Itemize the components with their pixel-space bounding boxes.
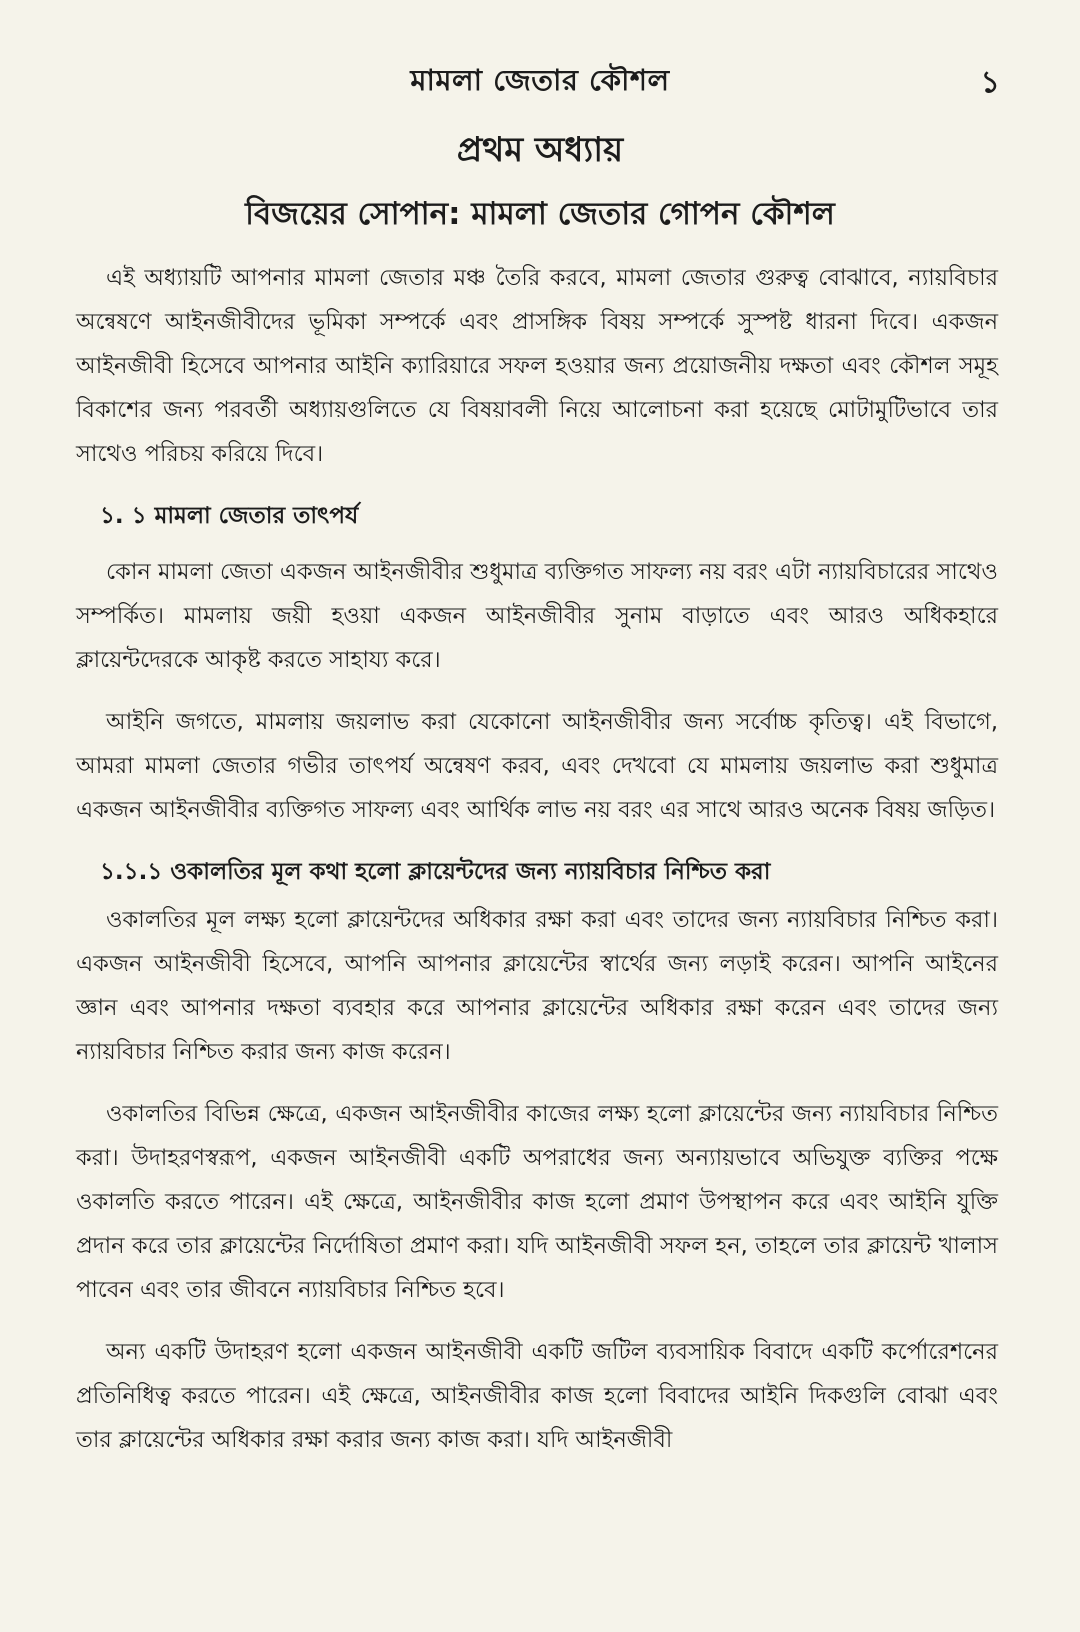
section-heading-1-1: ১. ১ মামলা জেতার তাৎপর্য [100, 503, 359, 529]
paragraph: আইনি জগতে, মামলায় জয়লাভ করা যেকোনো আইনজীবীর জন্য সর্বোচ্চ কৃতিত্ব। এই বিভাগে, আমরা মামলা জেতার গভীর তাৎপর্য অন্বেষণ করব, এবং দেখবো যে মামলায় জয়লাভ করা শুধুমাত্র একজন আইনজীবীর ব্যক্তিগত সাফল্য এবং আর্থিক লাভ নয় বরং এর সাথে আরও অনেক বিষয় জড়িত। [76, 709, 998, 823]
paragraph: কোন মামলা জেতা একজন আইনজীবীর শুধুমাত্র ব্যক্তিগত সাফল্য নয় বরং এটা ন্যায়বিচারের সাথেও সম্পর্কিত। মামলায় জয়ী হওয়া একজন আইনজীবীর সুনাম বাড়াতে এবং আরও অধিকহারে ক্লায়েন্টদেরকে আকৃষ্ট করতে সাহায্য করে। [76, 559, 998, 673]
chapter-subtitle: বিজয়ের সোপান: মামলা জেতার গোপন কৌশল [245, 196, 835, 232]
page-body [76, 256, 998, 1480]
page-number: ১ [980, 65, 1000, 100]
paragraph: অন্য একটি উদাহরণ হলো একজন আইনজীবী একটি জটিল ব্যবসায়িক বিবাদে একটি কর্পোরেশনের প্রতিনিধিত্ব করতে পারেন। এই ক্ষেত্রে, আইনজীবীর কাজ হলো বিবাদের আইনি দিকগুলি বোঝা এবং তার ক্লায়েন্টের অধিকার রক্ষা করার জন্য কাজ করা। যদি আইনজীবী [76, 1339, 998, 1453]
running-header: মামলা জেতার কৌশল [410, 63, 670, 97]
section-heading-1-1-1: ১.১.১ ওকালতির মূল কথা হলো ক্লায়েন্টদের জন্য ন্যায়বিচার নিশ্চিত করা [100, 859, 771, 885]
chapter-title: প্রথম অধ্যায় [456, 130, 624, 170]
paragraph: ওকালতির বিভিন্ন ক্ষেত্রে, একজন আইনজীবীর কাজের লক্ষ্য হলো ক্লায়েন্টের জন্য ন্যায়বিচার নিশ্চিত করা। উদাহরণস্বরূপ, একজন আইনজীবী একটি অপরাধের জন্য অন্যায়ভাবে অভিযুক্ত ব্যক্তির পক্ষে ওকালতি করতে পারেন। এই ক্ষেত্রে, আইনজীবীর কাজ হলো প্রমাণ উপস্থাপন করে এবং আইনি যুক্তি প্রদান করে তার ক্লায়েন্টের নির্দোষিতা প্রমাণ করা। যদি আইনজীবী সফল হন, তাহলে তার ক্লায়েন্ট খালাস পাবেন এবং তার জীবনে ন্যায়বিচার নিশ্চিত হবে। [76, 1101, 998, 1303]
intro-paragraph: এই অধ্যায়টি আপনার মামলা জেতার মঞ্চ তৈরি করবে, মামলা জেতার গুরুত্ব বোঝাবে, ন্যায়বিচার অন্বেষণে আইনজীবীদের ভূমিকা সম্পর্কে এবং প্রাসঙ্গিক বিষয় সম্পর্কে সুস্পষ্ট ধারনা দিবে। একজন আইনজীবী হিসেবে আপনার আইনি ক্যারিয়ারে সফল হওয়ার জন্য প্রয়োজনীয় দক্ষতা এবং কৌশল সমূহ বিকাশের জন্য পরবর্তী অধ্যায়গুলিতে যে বিষয়াবলী নিয়ে আলোচনা করা হয়েছে মোটামুটিভাবে তার সাথেও পরিচয় করিয়ে দিবে। [76, 265, 998, 467]
paragraph: ওকালতির মূল লক্ষ্য হলো ক্লায়েন্টদের অধিকার রক্ষা করা এবং তাদের জন্য ন্যায়বিচার নিশ্চিত করা। একজন আইনজীবী হিসেবে, আপনি আপনার ক্লায়েন্টের স্বার্থের জন্য লড়াই করেন। আপনি আইনের জ্ঞান এবং আপনার দক্ষতা ব্যবহার করে আপনার ক্লায়েন্টের অধিকার রক্ষা করেন এবং তাদের জন্য ন্যায়বিচার নিশ্চিত করার জন্য কাজ করেন। [76, 907, 998, 1065]
